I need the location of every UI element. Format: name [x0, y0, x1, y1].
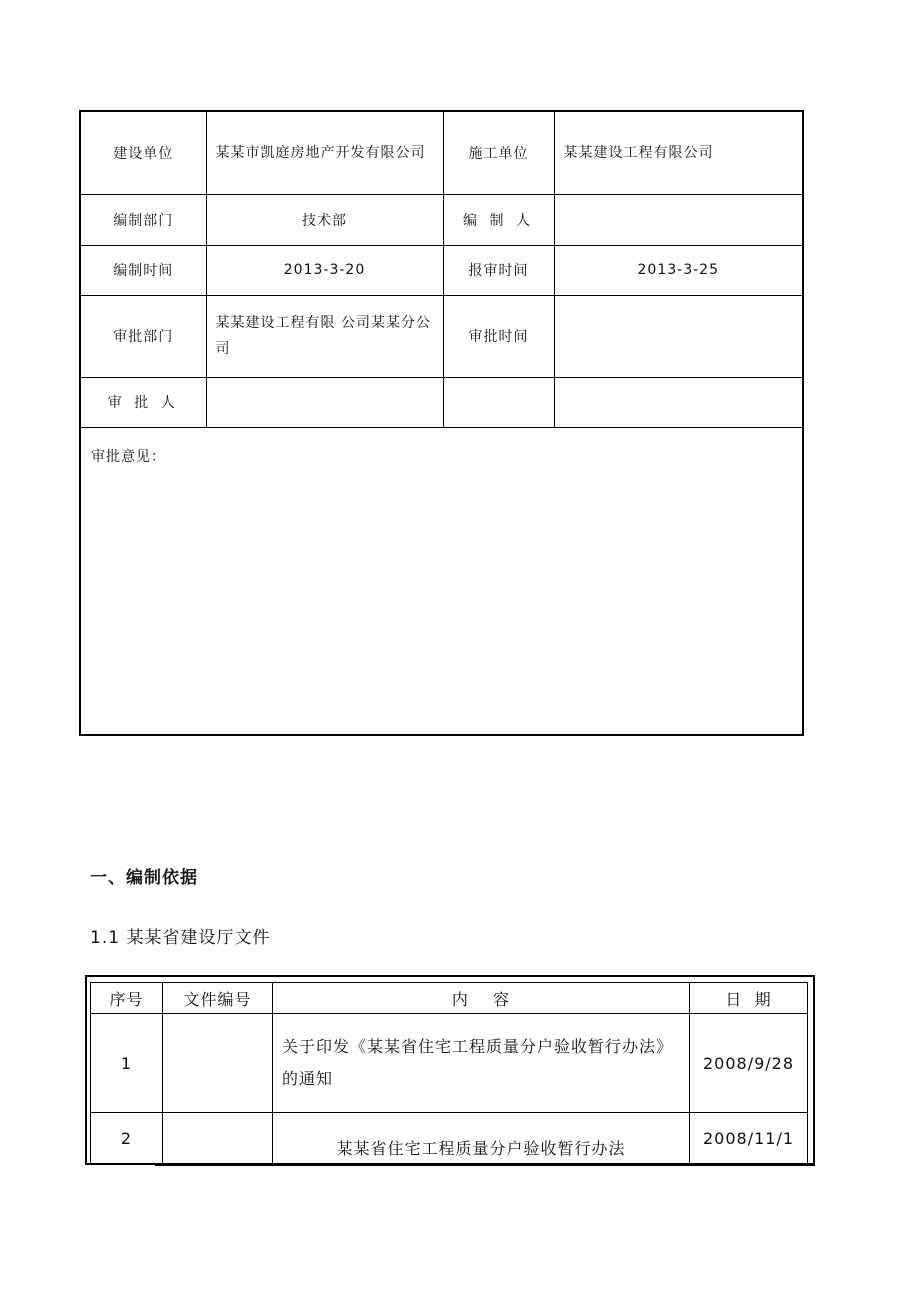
approval-opinion-label: 审批意见：: [91, 449, 166, 465]
table-row: [91, 1113, 808, 1163]
subsection-heading: 1.1 某某省建设厅文件: [90, 928, 271, 948]
row-no: 2: [91, 1113, 163, 1163]
row-code: [163, 1113, 273, 1163]
compile-date-value: 2013-3-20: [206, 245, 443, 295]
row-code: [163, 1014, 273, 1113]
header-code: 文件编号: [163, 983, 273, 1014]
row-content: 关于印发《某某省住宅工程质量分户验收暂行办法》的通知: [273, 1014, 690, 1113]
builder-unit-label: 施工单位: [443, 112, 554, 194]
compiler-value: [554, 194, 802, 245]
approval-table: [79, 110, 804, 736]
table-row: [91, 1014, 808, 1113]
submit-date-value: 2013-3-25: [554, 245, 802, 295]
section-heading: 一、编制依据: [90, 868, 198, 888]
table-row: [81, 295, 802, 377]
approval-dept-value: 某某建设工程有限 公司某某分公司: [206, 295, 443, 377]
table-row: [81, 112, 802, 194]
approval-date-value: [554, 295, 802, 377]
construction-unit-label: 建设单位: [81, 112, 206, 194]
compiler-label: 编 制 人: [443, 194, 554, 245]
approver-label: 审 批 人: [81, 377, 206, 427]
table-row: [81, 245, 802, 295]
construction-unit-value: 某某市凯庭房地产开发有限公司: [206, 112, 443, 194]
compile-date-label: 编制时间: [81, 245, 206, 295]
row-no: 1: [91, 1014, 163, 1113]
header-date: 日 期: [690, 983, 808, 1014]
compile-dept-label: 编制部门: [81, 194, 206, 245]
submit-date-label: 报审时间: [443, 245, 554, 295]
approval-dept-label: 审批部门: [81, 295, 206, 377]
builder-unit-value: 某某建设工程有限公司: [554, 112, 802, 194]
row-content: 某某省住宅工程质量分户验收暂行办法: [273, 1113, 690, 1163]
approval-date-label: 审批时间: [443, 295, 554, 377]
header-content: 内 容: [273, 983, 690, 1014]
files-table: [85, 975, 815, 1165]
compile-dept-value: 技术部: [206, 194, 443, 245]
empty-cell: [443, 377, 554, 427]
header-no: 序号: [91, 983, 163, 1014]
empty-cell: [554, 377, 802, 427]
row-date: 2008/11/1: [690, 1113, 808, 1163]
table-header-row: [91, 983, 808, 1014]
row-date: 2008/9/28: [690, 1014, 808, 1113]
bottom-rule: [155, 1163, 815, 1166]
table-row: [81, 194, 802, 245]
table-row: [81, 377, 802, 427]
approver-value: [206, 377, 443, 427]
